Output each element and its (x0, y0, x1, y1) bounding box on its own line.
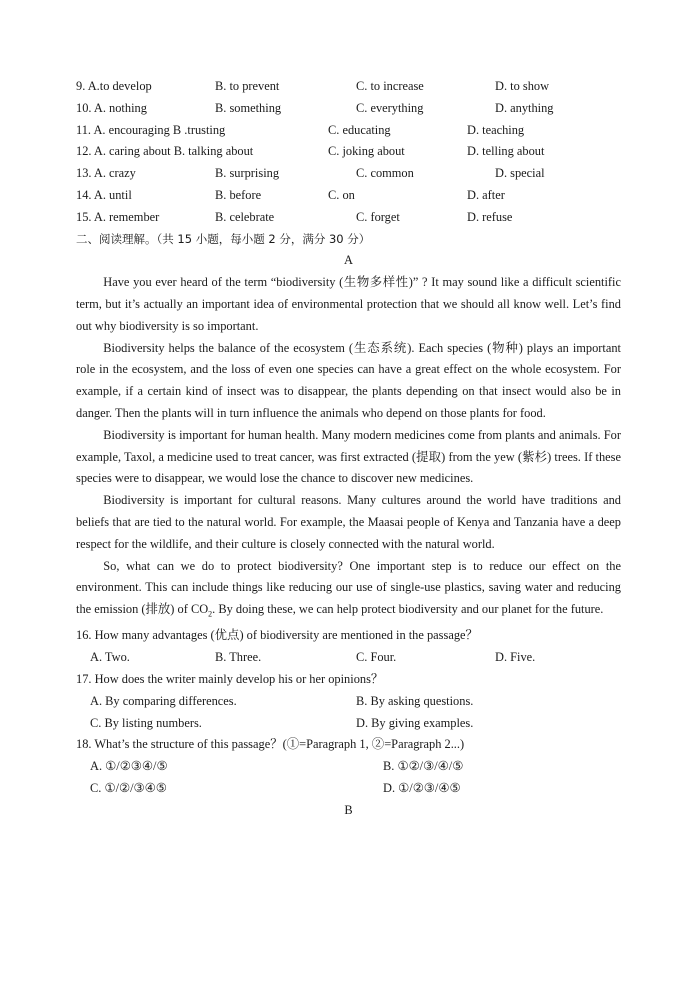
option-a: 13. A. crazy (76, 166, 136, 181)
question-options-row-2 (76, 713, 621, 735)
passage-b-label: B (344, 802, 353, 817)
option-c: C. educating (328, 122, 391, 137)
question-16 (76, 625, 621, 669)
question-17 (76, 669, 621, 734)
option-a: 10. A. nothing (76, 100, 147, 115)
option-a: A. By comparing differences. (90, 693, 237, 708)
question-options-row-1 (76, 691, 621, 713)
option-d: D. special (495, 166, 545, 181)
option-d: D. By giving examples. (356, 715, 474, 730)
paragraph-2: Biodiversity helps the balance of the ecosystem (生态系统). Each species (物种) plays an important role in the ecosystem, and the loss of even one species can have a great effect on the whole ecosystem. For example, if a certain kind of insect was to disappear, the plants depending on that insect would also be in danger. Then the plants will in turn influence the animals who depend on those plants for food. (76, 340, 621, 420)
cloze-row-13 (76, 163, 621, 185)
option-c: C. ①/②/③④⑤ (90, 780, 167, 795)
option-a-b: 11. A. encouraging B .trusting (76, 122, 226, 137)
option-c: C. Four. (356, 650, 397, 665)
option-d: D. Five. (495, 650, 536, 665)
passage-a-label: A (344, 253, 353, 268)
option-b: B. to prevent (215, 79, 280, 93)
option-d: D. ①/②③/④⑤ (383, 780, 461, 795)
option-c: C. to increase (356, 79, 424, 93)
option-b: B. before (215, 187, 262, 202)
paragraph-4: Biodiversity is important for cultural reasons. Many cultures around the world have traditions and beliefs that are tied to the natural world. For example, the Maasai people of Kenya and Tanzania have a deep respect for the wildlife, and their culture is closely connected with the natural world. (76, 493, 621, 551)
paragraph-5-text: So, what can we do to protect biodiversity? One important step is to reduce our effect on the environment. This can include things like reducing our use of single-use plastics, saving water and reducing the emission (排放) of CO (76, 558, 621, 617)
passage-a (76, 272, 621, 625)
option-a: 14. A. until (76, 187, 132, 202)
option-c: C. By listing numbers. (90, 715, 202, 730)
option-a: 9. A.to develop (76, 79, 152, 93)
paragraph-3: Biodiversity is important for human health. Many modern medicines come from plants and animals. For example, Taxol, a medicine used to treat cancer, was first extracted (提取) from the yew (紫杉) trees. If these species were to disappear, we would lose the chance to discover new medicines. (76, 427, 621, 486)
option-b: B. something (215, 100, 282, 115)
cloze-row-15 (76, 207, 621, 229)
question-18 (76, 734, 621, 799)
option-c: C. joking about (328, 144, 405, 159)
question-options-row-1 (76, 756, 621, 778)
question-options-row-2 (76, 778, 621, 800)
option-c: C. everything (356, 100, 424, 115)
co2-subscript: 2 (208, 609, 213, 619)
option-a: A. Two. (90, 650, 130, 665)
option-b: B. ①②/③/④/⑤ (383, 759, 464, 774)
option-d: D. telling about (467, 144, 545, 159)
exam-page (76, 76, 621, 822)
option-b: B. celebrate (215, 209, 275, 224)
paragraph-5-text-end: . By doing these, we can help protect biodiversity and our planet for the future. (212, 602, 604, 617)
question-options (76, 647, 621, 669)
section-title: 二、阅读理解。（共 15 小题，每小题 2 分，满分 30 分） (76, 231, 371, 246)
cloze-options-block (76, 76, 621, 229)
cloze-row-12 (76, 141, 621, 163)
option-b: B. surprising (215, 166, 280, 181)
option-b: B. By asking questions. (356, 693, 474, 708)
option-d: D. anything (495, 100, 554, 115)
paragraph-5 (76, 556, 621, 626)
option-c: C. on (328, 187, 355, 202)
option-d: D. after (467, 187, 505, 202)
option-a: A. ①/②③④/⑤ (90, 759, 168, 774)
cloze-row-11 (76, 120, 621, 142)
option-c: C. common (356, 166, 414, 181)
question-stem: 16. How many advantages (优点) of biodiversity are mentioned in the passage？ (76, 628, 478, 643)
question-stem: 18. What’s the structure of this passage？(①=Paragraph 1, ②=Paragraph 2...) (76, 737, 465, 752)
option-a: 15. A. remember (76, 209, 160, 224)
cloze-row-10 (76, 98, 621, 120)
paragraph-1: Have you ever heard of the term “biodiversity (生物多样性)” ? It may sound like a difficult scientific term, but it’s actually an important idea of environmental protection that we should all know well. Let’s find out why biodiversity is so important. (76, 275, 621, 333)
option-d: D. refuse (467, 209, 513, 224)
option-d: D. teaching (467, 122, 525, 137)
option-d: D. to show (495, 79, 550, 93)
cloze-row-9 (76, 76, 621, 98)
question-stem: 17. How does the writer mainly develop his or her opinions？ (76, 671, 384, 686)
option-c: C. forget (356, 209, 400, 224)
option-b: B. Three. (215, 650, 262, 665)
cloze-row-14 (76, 185, 621, 207)
option-a-b: 12. A. caring about B. talking about (76, 144, 254, 159)
